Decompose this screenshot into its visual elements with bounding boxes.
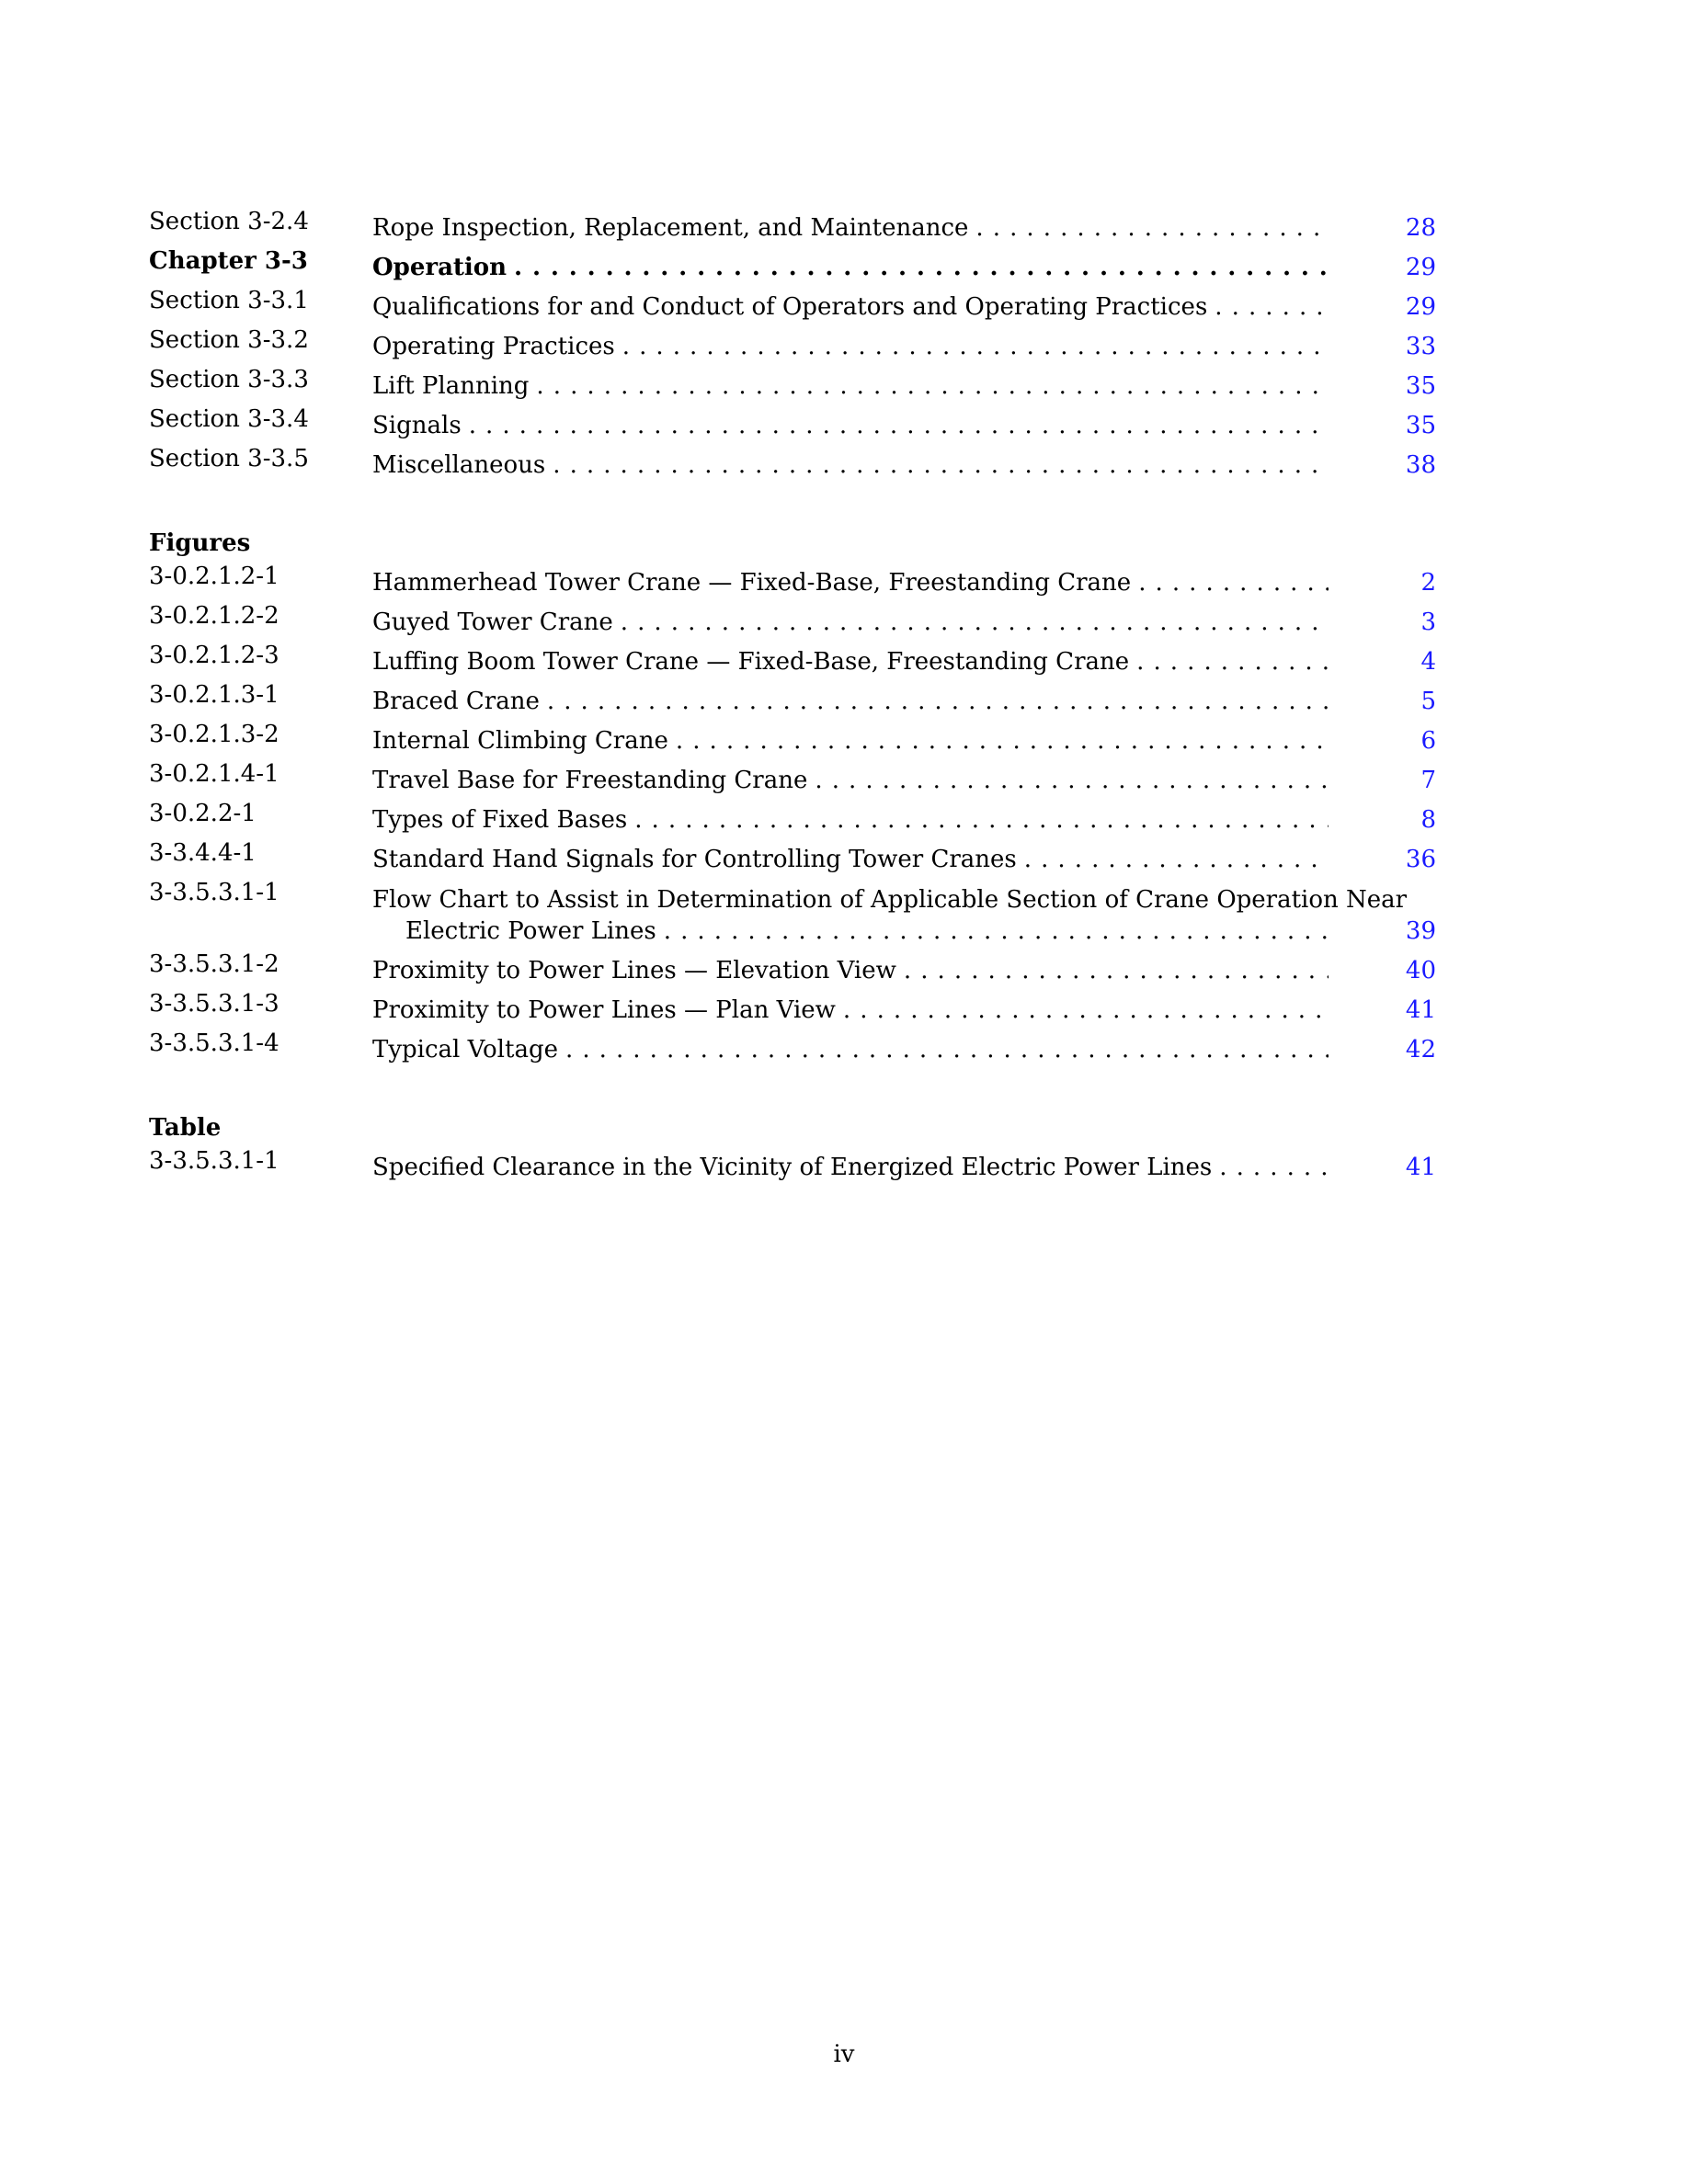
toc-entry — [372, 686, 1329, 717]
toc-row-figure[interactable] — [149, 638, 1491, 677]
toc-row-section-3-3-5[interactable] — [149, 441, 1491, 481]
toc-entry — [372, 804, 1329, 836]
toc-title: Specified Clearance in the Vicinity of Energized Electric Power Lines — [372, 1154, 1213, 1181]
toc-label: 3-3.5.3.1-1 — [149, 879, 279, 906]
toc-entry — [372, 765, 1329, 796]
toc-page-link[interactable]: 38 — [1405, 451, 1436, 479]
toc-entry — [372, 449, 1329, 481]
dot-leader — [536, 370, 1329, 402]
toc-entry — [372, 291, 1329, 323]
toc-row-figure[interactable] — [149, 717, 1491, 756]
toc-page-link[interactable]: 36 — [1405, 846, 1436, 873]
toc-title: Proximity to Power Lines — Elevation View — [372, 957, 896, 984]
toc-label: Section 3-2.4 — [149, 208, 309, 235]
toc-label: 3-0.2.1.2-1 — [149, 563, 279, 590]
toc-label: 3-0.2.1.3-1 — [149, 681, 279, 709]
toc-entry — [372, 882, 1408, 947]
toc-row-figure[interactable] — [149, 559, 1491, 598]
toc-title-cont: Electric Power Lines — [405, 917, 656, 945]
toc-label: 3-0.2.1.4-1 — [149, 760, 279, 788]
toc-title: Guyed Tower Crane — [372, 609, 613, 636]
toc-label: 3-3.5.3.1-3 — [149, 990, 279, 1018]
toc-page-link[interactable]: 35 — [1405, 412, 1436, 439]
toc-title: Qualifications for and Conduct of Operators and Operating Practices — [372, 293, 1208, 321]
toc-label: 3-3.5.3.1-4 — [149, 1029, 279, 1057]
toc-row-figure[interactable] — [149, 677, 1491, 717]
toc-title: Internal Climbing Crane — [372, 727, 668, 755]
toc-entry — [372, 331, 1329, 362]
toc-page-link[interactable]: 8 — [1420, 806, 1436, 834]
toc-row-figure[interactable] — [149, 947, 1491, 986]
dot-leader — [621, 607, 1329, 638]
toc-page-link[interactable]: 4 — [1420, 648, 1436, 676]
toc-row-figure[interactable] — [149, 1026, 1491, 1065]
toc-title: Hammerhead Tower Crane — Fixed-Base, Freestanding Crane — [372, 569, 1132, 597]
toc-title: Braced Crane — [372, 688, 540, 715]
toc-label: 3-0.2.1.2-2 — [149, 602, 279, 630]
toc-page-link[interactable]: 40 — [1405, 957, 1436, 984]
toc-title: Standard Hand Signals for Controlling Tower Cranes — [372, 846, 1017, 873]
dot-leader — [1136, 646, 1329, 677]
dot-leader — [553, 449, 1329, 481]
toc-entry — [372, 646, 1329, 677]
toc-label: 3-0.2.2-1 — [149, 800, 257, 827]
toc-entry — [372, 410, 1329, 441]
toc-label: 3-3.5.3.1-2 — [149, 950, 279, 978]
toc-title: Signals — [372, 412, 462, 439]
toc-row-chapter-3-3[interactable] — [149, 244, 1491, 283]
toc-entry — [372, 567, 1329, 598]
toc-label: 3-0.2.1.3-2 — [149, 721, 279, 748]
toc-label: 3-3.4.4-1 — [149, 839, 257, 867]
toc-entry — [372, 1034, 1329, 1065]
toc-entry — [372, 607, 1329, 638]
toc-row-table[interactable] — [149, 1143, 1491, 1183]
toc-row-figure[interactable] — [149, 875, 1491, 947]
toc-page-link[interactable]: 35 — [1405, 372, 1436, 400]
figures-list — [149, 559, 1491, 1065]
dot-leader — [565, 1034, 1329, 1065]
toc-row-figure[interactable] — [149, 598, 1491, 638]
toc-label: Section 3-3.2 — [149, 326, 309, 354]
toc-page-link[interactable]: 29 — [1405, 254, 1436, 281]
toc-title-continuation — [372, 916, 1329, 947]
page-number-footer: iv — [833, 2041, 855, 2068]
toc-row-section-3-3-2[interactable] — [149, 323, 1491, 362]
toc-row-section-3-2-4[interactable] — [149, 204, 1491, 244]
toc-entry — [372, 995, 1329, 1026]
dot-leader — [664, 916, 1329, 947]
toc-page-link[interactable]: 7 — [1420, 767, 1436, 794]
toc-title: Luffing Boom Tower Crane — Fixed-Base, Freestanding Crane — [372, 648, 1130, 676]
toc-title: Flow Chart to Assist in Determination of Applicable Section of Crane Operation Near — [372, 886, 1408, 914]
table-heading: Table — [149, 1114, 222, 1142]
toc-title: Operating Practices — [372, 333, 615, 360]
toc-entry — [372, 212, 1329, 244]
dot-leader — [815, 765, 1329, 796]
toc-title: Miscellaneous — [372, 451, 546, 479]
dot-leader — [904, 955, 1329, 986]
toc-entry — [372, 370, 1329, 402]
toc-entry — [372, 725, 1329, 756]
toc-row-section-3-3-3[interactable] — [149, 362, 1491, 402]
dot-leader — [1215, 291, 1329, 323]
dot-leader — [975, 212, 1329, 244]
toc-title: Travel Base for Freestanding Crane — [372, 767, 808, 794]
toc-entry — [372, 955, 1329, 986]
toc-label: Section 3-3.5 — [149, 445, 309, 472]
dot-leader — [1138, 567, 1329, 598]
toc-row-figure[interactable] — [149, 796, 1491, 836]
toc-page-link[interactable]: 39 — [1405, 917, 1436, 945]
toc-page-link[interactable]: 5 — [1420, 688, 1436, 715]
dot-leader — [1024, 844, 1329, 875]
toc-page-link[interactable]: 28 — [1405, 214, 1436, 242]
dot-leader — [634, 804, 1329, 836]
toc-page-link[interactable]: 29 — [1405, 293, 1436, 321]
toc-label: Section 3-3.1 — [149, 287, 309, 314]
table-of-contents — [149, 204, 1491, 1183]
toc-row-section-3-3-1[interactable] — [149, 283, 1491, 323]
toc-title: Rope Inspection, Replacement, and Maintenance — [372, 214, 969, 242]
dot-leader — [676, 725, 1329, 756]
toc-title: Typical Voltage — [372, 1036, 558, 1064]
dot-leader — [469, 410, 1329, 441]
dot-leader — [547, 686, 1329, 717]
sections-list — [149, 204, 1491, 481]
toc-label: Section 3-3.3 — [149, 366, 309, 393]
toc-label: Section 3-3.4 — [149, 405, 309, 433]
toc-row-section-3-3-4[interactable] — [149, 402, 1491, 441]
toc-page-link[interactable]: 41 — [1405, 1154, 1436, 1181]
toc-label: 3-3.5.3.1-1 — [149, 1147, 279, 1175]
toc-page-link[interactable]: 2 — [1420, 569, 1436, 597]
toc-entry — [372, 1152, 1329, 1183]
dot-leader — [514, 252, 1329, 283]
toc-title: Operation — [372, 254, 508, 281]
toc-page-link[interactable]: 42 — [1405, 1036, 1436, 1064]
toc-label: Chapter 3-3 — [149, 247, 308, 275]
tables-list — [149, 1143, 1491, 1183]
toc-entry — [372, 844, 1329, 875]
toc-page-link[interactable]: 3 — [1420, 609, 1436, 636]
toc-page-link[interactable]: 33 — [1405, 333, 1436, 360]
toc-row-figure[interactable] — [149, 836, 1491, 875]
toc-page-link[interactable]: 41 — [1405, 996, 1436, 1024]
dot-leader — [843, 995, 1329, 1026]
spacer — [149, 481, 1491, 519]
toc-title: Proximity to Power Lines — Plan View — [372, 996, 836, 1024]
toc-row-figure[interactable] — [149, 756, 1491, 796]
dot-leader — [622, 331, 1329, 362]
toc-title: Lift Planning — [372, 372, 530, 400]
toc-title: Types of Fixed Bases — [372, 806, 628, 834]
figures-heading: Figures — [149, 529, 251, 557]
dot-leader — [1219, 1152, 1329, 1183]
toc-entry — [372, 252, 1329, 283]
toc-page-link[interactable]: 6 — [1420, 727, 1436, 755]
toc-row-figure[interactable] — [149, 986, 1491, 1026]
toc-label: 3-0.2.1.2-3 — [149, 642, 279, 669]
spacer — [149, 1065, 1491, 1104]
